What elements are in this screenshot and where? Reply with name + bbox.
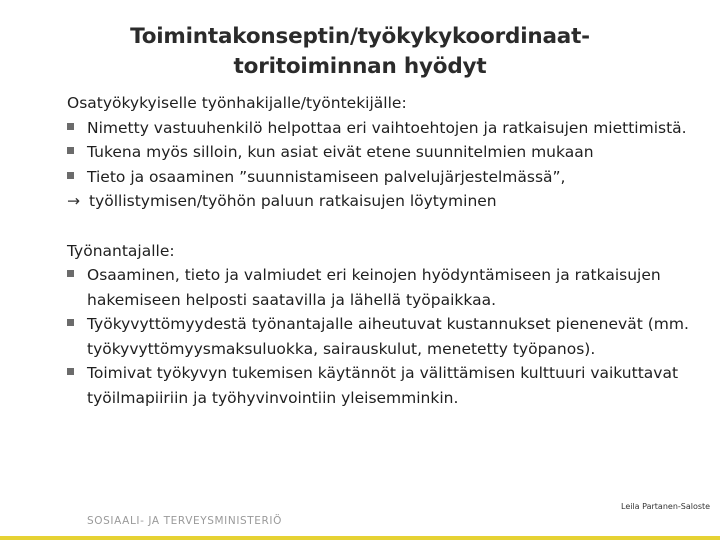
square-bullet-icon [67, 368, 74, 375]
list-item [67, 165, 697, 190]
bullet-list [67, 263, 697, 410]
slide-title-line-1: Toimintakonseptin/työkykykoordinaat- [130, 24, 590, 49]
list-item-text: Tieto ja osaaminen ”suunnistamiseen palvelujärjestelmässä”, [87, 167, 566, 186]
ministry-logo: SOSIAALI- JA TERVEYSMINISTERIÖ [87, 515, 282, 527]
slide-title-line-2: toritoiminnan hyödyt [233, 54, 487, 79]
square-bullet-icon [67, 123, 74, 130]
slide-content [67, 91, 697, 435]
section-employee [67, 91, 697, 214]
list-item-text: Toimivat työkyvyn tukemisen käytännöt ja välittämisen kulttuuri vaikuttavat työilmapiiriin ja työhyvinvointiin yleisemminkin. [87, 364, 679, 407]
arrow-line-text: työllistymisen/työhön paluun ratkaisujen löytyminen [89, 192, 497, 210]
list-item [67, 312, 697, 361]
list-item-text: Nimetty vastuuhenkilö helpottaa eri vaihtoehtojen ja ratkaisujen miettimistä. [87, 118, 687, 137]
list-item [67, 263, 697, 312]
list-item-text: Osaaminen, tieto ja valmiudet eri keinojen hyödyntämiseen ja ratkaisujen hakemiseen helposti saatavilla ja lähellä työpaikkaa. [87, 266, 661, 309]
square-bullet-icon [67, 319, 74, 326]
footer-accent-bar [0, 536, 720, 540]
arrow-line [67, 189, 697, 214]
slide-title [60, 22, 660, 82]
list-item [67, 361, 697, 410]
author-credit: Leila Partanen-Saloste [621, 502, 711, 511]
square-bullet-icon [67, 270, 74, 277]
list-item-text: Tukena myös silloin, kun asiat eivät etene suunnitelmien mukaan [87, 143, 594, 161]
list-item-text: Työkyvyttömyydestä työnantajalle aiheutuvat kustannukset pienenevät (mm. työkyvyttömyysmaksuluokka, sairauskulut, menetetty työpanos). [87, 315, 689, 358]
section-employer [67, 239, 697, 411]
bullet-list [67, 116, 697, 190]
list-item [67, 116, 697, 141]
section-heading: Työnantajalle: [67, 241, 175, 260]
square-bullet-icon [67, 147, 74, 154]
right-arrow-icon: → [67, 192, 80, 210]
square-bullet-icon [67, 172, 74, 179]
section-heading: Osatyökykyiselle työnhakijalle/työntekijälle: [67, 94, 407, 112]
list-item [67, 140, 697, 165]
